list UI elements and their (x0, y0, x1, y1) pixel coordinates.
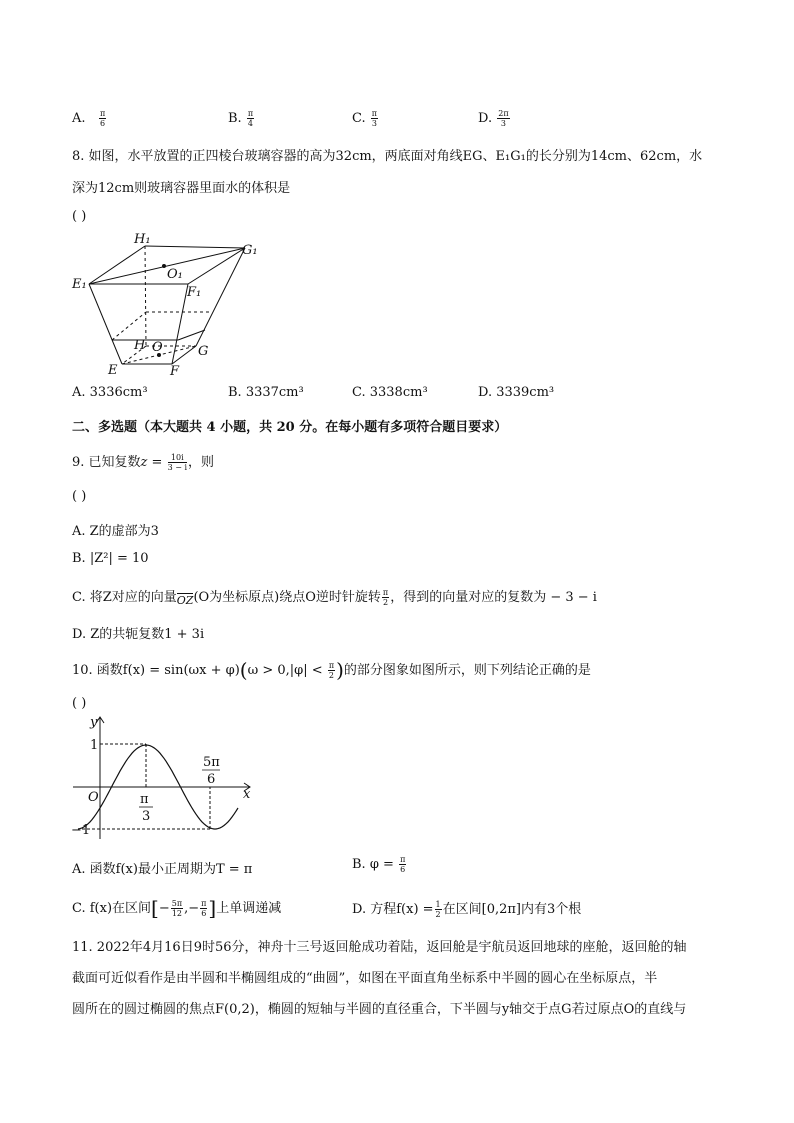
q10-option-b: B. φ = $\frac{\pi}{6}$ (352, 855, 406, 874)
q10-answer-paren: ( ) (72, 696, 87, 711)
q10-option-d: D. 方程f(x) = $\frac{1}{2}$ 在区间[0,2π]内有3个根 (352, 900, 582, 919)
q7-option-b: B. $\frac{\pi}{4}$ (228, 109, 254, 128)
frustum-figure (70, 230, 260, 380)
label-f1: F₁ (187, 285, 202, 300)
q8-stem-line2: 深为12cm则玻璃容器里面水的体积是 (72, 181, 291, 196)
q7-option-a: A. $\frac{\pi}{6}$ (72, 109, 106, 128)
label-h: H (134, 338, 146, 353)
label-o1: O₁ (167, 267, 183, 282)
q8-answer-paren: ( ) (72, 209, 87, 224)
q7-option-c: C. $\frac{\pi}{3}$ (352, 109, 378, 128)
tick-label-5pi6-num: 5π (203, 755, 220, 770)
tick-label-neg1: −1 (71, 823, 91, 838)
q11-stem-line2: 截面可近似看作是由半圆和半椭圆组成的“曲圆”，如图在平面直角坐标系中半圆的圆心在坐标原点，半 (72, 971, 658, 986)
section-heading: 二、多选题（本大题共 4 小题，共 20 分。在每小题有多项符合题目要求） (72, 420, 508, 435)
q8-option-c: C. 3338cm³ (352, 385, 428, 400)
vector-oz: OZ (176, 594, 194, 607)
q11-stem-line1: 11. 2022年4月16日9时56分，神舟十三号返回舱成功着陆，返回舱是宇航员返回地球的座舱，返回舱的轴 (72, 940, 687, 955)
q10-stem: 10. 函数f(x) = sin(ωx + φ)(ω > 0,|φ| < $\frac{\pi}{2}$ )的部分图象如图所示，则下列结论正确的是 (72, 658, 591, 682)
q8-option-a: A. 3336cm³ (72, 385, 148, 400)
label-e: E (108, 363, 118, 378)
q7-option-d: D. $\frac{2\pi}{3}$ (478, 109, 509, 128)
q10-option-c: C. f(x)在区间[− $\frac{5\pi}{12}$ ,− $\frac{\pi}{6}$ ]上单调递减 (72, 896, 282, 920)
label-h1: H₁ (134, 232, 151, 247)
axis-label-x: x (243, 787, 251, 802)
q9-option-a: A. Z的虚部为3 (72, 524, 159, 539)
label-g: G (198, 344, 209, 359)
label-f: F (170, 364, 180, 379)
label-e1: E₁ (72, 277, 87, 292)
tick-label-1: 1 (90, 738, 99, 753)
q9-answer-paren: ( ) (72, 489, 87, 504)
q9-option-b: B. |Z²| = 10 (72, 551, 149, 566)
sine-graph (70, 714, 255, 844)
q8-stem-line1: 8. 如图，水平放置的正四棱台玻璃容器的高为32cm，两底面对角线EG、E₁G₁的长分别为14cm、62cm，水 (72, 149, 703, 164)
tick-label-pi3-num: π (140, 792, 149, 807)
q8-option-d: D. 3339cm³ (478, 385, 555, 400)
tick-label-pi3-den: 3 (142, 809, 151, 824)
q9-stem: 9. 已知复数z = $\frac{10i}{3 - i}$ ，则 (72, 453, 215, 472)
label-origin: O (88, 790, 99, 805)
label-o: O (152, 340, 163, 355)
axis-label-y: y (90, 715, 98, 730)
q9-option-c: C. 将Z对应的向量$_{OZ}$(O为坐标原点)绕点O逆时针旋转 $\frac{\pi}{2}$ ，得到的向量对应的复数为 − 3 − i (72, 588, 597, 607)
q8-option-b: B. 3337cm³ (228, 385, 304, 400)
q9-option-d: D. Z的共轭复数1 + 3i (72, 627, 205, 642)
tick-label-5pi6-den: 6 (207, 772, 216, 787)
label-g1: G₁ (242, 243, 258, 258)
q11-stem-line3: 圆所在的圆过椭圆的焦点F(0,2)，椭圆的短轴与半圆的直径重合，下半圆与y轴交于点G若过原点O的直线与 (72, 1002, 687, 1017)
point-o1 (162, 264, 166, 268)
q10-option-a: A. 函数f(x)最小正周期为T = π (72, 862, 253, 877)
